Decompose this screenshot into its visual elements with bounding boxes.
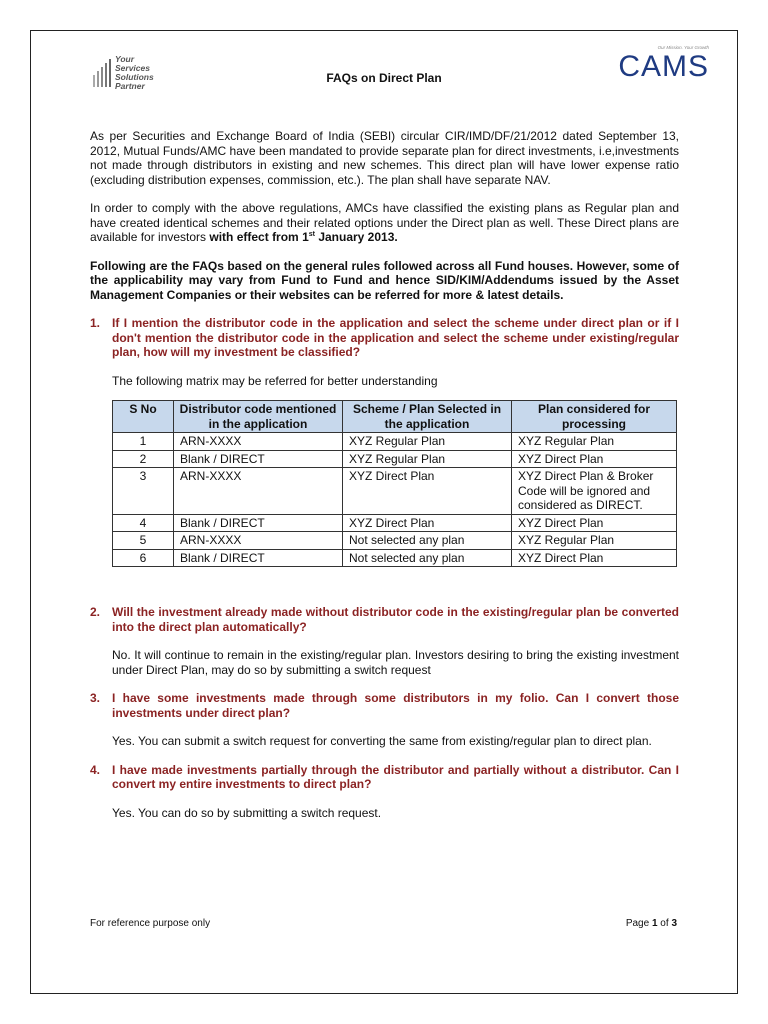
faq-question-4 bbox=[90, 763, 679, 792]
effective-date-pre: with effect from 1 bbox=[209, 230, 309, 244]
page-label: Page bbox=[625, 918, 652, 929]
cell-plan-considered: XYZ Direct Plan bbox=[512, 514, 677, 532]
faq-question-text: Will the investment already made without distributor code in the existing/regular plan be converted into the direct plan automatically? bbox=[112, 605, 679, 634]
table-row bbox=[113, 468, 677, 515]
cell-scheme-plan: Not selected any plan bbox=[343, 532, 512, 550]
cams-wordmark: CAMS bbox=[618, 50, 709, 83]
table-row bbox=[113, 450, 677, 468]
header-plan-considered: Plan considered for processing bbox=[512, 401, 677, 433]
header-sno: S No bbox=[113, 401, 174, 433]
cell-scheme-plan: XYZ Regular Plan bbox=[343, 433, 512, 451]
faq-number: 2. bbox=[90, 605, 101, 619]
table-row bbox=[113, 532, 677, 550]
cell-distributor-code: ARN-XXXX bbox=[174, 468, 343, 515]
cell-distributor-code: Blank / DIRECT bbox=[174, 450, 343, 468]
cell-sno: 6 bbox=[113, 549, 174, 567]
cams-tagline: Our Mission. Your Growth bbox=[657, 45, 709, 50]
of-label: of bbox=[657, 918, 672, 929]
table-header-row bbox=[113, 401, 677, 433]
logo-line-3: Partner bbox=[115, 81, 145, 91]
cams-logo bbox=[599, 45, 709, 85]
total-pages: 3 bbox=[671, 918, 677, 929]
cell-plan-considered: XYZ Direct Plan bbox=[512, 549, 677, 567]
intro-paragraph-2 bbox=[90, 201, 679, 245]
cell-plan-considered: XYZ Regular Plan bbox=[512, 433, 677, 451]
cell-scheme-plan: XYZ Direct Plan bbox=[343, 514, 512, 532]
faq-number: 1. bbox=[90, 316, 101, 330]
cell-plan-considered: XYZ Regular Plan bbox=[512, 532, 677, 550]
faq-question-text: I have made investments partially through the distributor and partially without a distributor. Can I convert my entire investments to direct plan? bbox=[112, 762, 679, 791]
faq-number: 3. bbox=[90, 691, 101, 705]
intro-p2-text: In order to comply with the above regulations, AMCs have classified the existing plans as Regular plan and have created identical schemes and their related options under the Direct plan as well. These Direct plans are available for investors bbox=[90, 201, 679, 244]
cell-plan-considered: XYZ Direct Plan bbox=[512, 450, 677, 468]
table-row bbox=[113, 549, 677, 567]
cell-sno: 4 bbox=[113, 514, 174, 532]
effective-date-sup: st bbox=[308, 231, 315, 238]
current-page: 1 bbox=[651, 918, 658, 929]
faq-answer-3: Yes. You can submit a switch request for converting the same from existing/regular plan to direct plan. bbox=[112, 734, 652, 748]
intro-paragraph-1: As per Securities and Exchange Board of India (SEBI) circular CIR/IMD/DF/21/2012 dated September 13, 2012, Mutual Funds/AMC have been mandated to provide separate plan for direct investments, i.e,investments not made through distributors in existing and new schemes. This direct plan will have lower expense ratio (excluding distribution expenses, commission, etc.). The plan shall have separate NAV. bbox=[90, 129, 679, 187]
document-body bbox=[90, 129, 679, 834]
faq-question-text: I have some investments made through some distributors in my folio. Can I convert those investments under direct plan? bbox=[112, 691, 679, 720]
faq-answer-1: The following matrix may be referred for better understanding bbox=[112, 373, 438, 388]
cell-plan-considered: XYZ Direct Plan & Broker Code will be ignored and considered as DIRECT. bbox=[512, 468, 677, 515]
document-title: FAQs on Direct Plan bbox=[326, 71, 442, 85]
faq-question-3 bbox=[90, 691, 679, 720]
faq-question-text: If I mention the distributor code in the application and select the scheme under direct plan or if I don't mention the distributor code in the application and select the scheme under existing/regular plan, how will my investment be classified? bbox=[112, 316, 679, 359]
document-page bbox=[30, 30, 738, 994]
faq-number: 4. bbox=[90, 762, 101, 777]
cell-scheme-plan: XYZ Regular Plan bbox=[343, 450, 512, 468]
cell-scheme-plan: Not selected any plan bbox=[343, 549, 512, 567]
cell-scheme-plan: XYZ Direct Plan bbox=[343, 468, 512, 515]
header-scheme-plan: Scheme / Plan Selected in the application bbox=[343, 401, 512, 433]
faq-answer-2: No. It will continue to remain in the existing/regular plan. Investors desiring to bring the existing investment under Direct Plan, may do so by submitting a switch request bbox=[112, 648, 679, 677]
faq-question-2 bbox=[90, 605, 679, 634]
header-distributor-code: Distributor code mentioned in the application bbox=[174, 401, 343, 433]
table-row bbox=[113, 514, 677, 532]
plan-matrix-table bbox=[112, 400, 677, 567]
effective-date-post: January 2013. bbox=[314, 230, 398, 244]
cell-distributor-code: ARN-XXXX bbox=[174, 532, 343, 550]
cell-sno: 3 bbox=[113, 468, 174, 515]
cell-distributor-code: Blank / DIRECT bbox=[174, 514, 343, 532]
cell-sno: 1 bbox=[113, 433, 174, 451]
cell-distributor-code: ARN-XXXX bbox=[174, 433, 343, 451]
effective-date bbox=[209, 230, 397, 244]
footer-disclaimer: For reference purpose only bbox=[90, 918, 211, 929]
faq-answer-4: Yes. You can do so by submitting a switch request. bbox=[112, 805, 382, 820]
table-row bbox=[113, 433, 677, 451]
cell-distributor-code: Blank / DIRECT bbox=[174, 549, 343, 567]
cell-sno: 2 bbox=[113, 450, 174, 468]
faq-question-1 bbox=[90, 316, 679, 360]
page-header bbox=[31, 31, 737, 101]
page-number bbox=[626, 918, 677, 929]
intro-paragraph-3: Following are the FAQs based on the general rules followed across all Fund houses. However, some of the applicability may vary from Fund to Fund and hence SID/KIM/Addendums issued by the Asset Management Companies or their websites can be referred for more & latest details. bbox=[90, 258, 679, 302]
logo-line-2: Solutions bbox=[115, 72, 154, 82]
logo-line-1: Your Services bbox=[115, 54, 150, 73]
cell-sno: 5 bbox=[113, 532, 174, 550]
